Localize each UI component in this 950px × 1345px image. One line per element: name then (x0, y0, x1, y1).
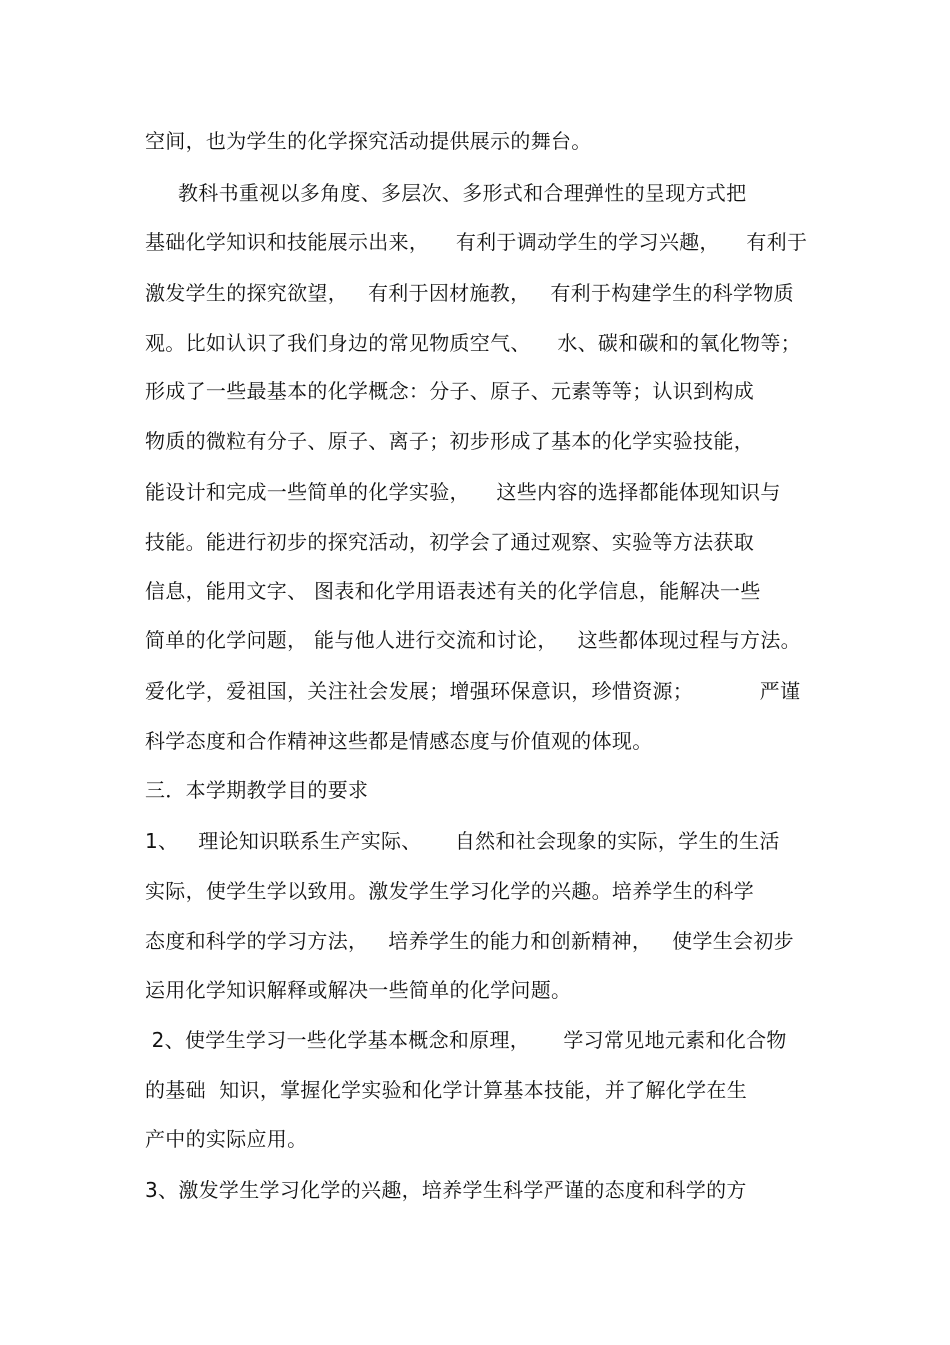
text-line: 激发学生的探究欲望， 有利于因材施教， 有利于构建学生的科学物质 (145, 281, 794, 305)
text-line: 产中的实际应用。 (145, 1127, 308, 1151)
text-line: 物质的微粒有分子、原子、离子；初步形成了基本的化学实验技能， (145, 429, 754, 453)
text-line: 技能。能进行初步的探究活动，初学会了通过观察、实验等方法获取 (145, 530, 754, 554)
text-line: 形成了一些最基本的化学概念：分子、原子、元素等等；认识到构成 (145, 379, 754, 403)
text-line: 信息，能用文字、 图表和化学用语表述有关的化学信息，能解决一些 (145, 579, 761, 603)
section-heading: 三．本学期教学目的要求 (145, 778, 369, 802)
text-line: 科学态度和合作精神这些都是情感态度与价值观的体现。 (145, 729, 653, 753)
text-line: 的基础 知识，掌握化学实验和化学计算基本技能，并了解化学在生 (145, 1078, 748, 1102)
list-item: 3、激发学生学习化学的兴趣，培养学生科学严谨的态度和科学的方 (145, 1178, 747, 1202)
text-line: 运用化学知识解释或解决一些简单的化学问题。 (145, 978, 572, 1002)
list-item: 2、使学生学习一些化学基本概念和原理， 学习常见地元素和化合物 (145, 1028, 787, 1052)
text-line: 教科书重视以多角度、多层次、多形式和合理弹性的呈现方式把 (178, 181, 747, 205)
text-line: 简单的化学问题， 能与他人进行交流和讨论， 这些都体现过程与方法。 (145, 628, 801, 652)
text-line: 能设计和完成一些简单的化学实验， 这些内容的选择都能体现知识与 (145, 480, 781, 504)
text-line: 空间，也为学生的化学探究活动提供展示的舞台。 (145, 129, 592, 153)
text-line: 实际，使学生学以致用。激发学生学习化学的兴趣。培养学生的科学 (145, 879, 754, 903)
text-line: 基础化学知识和技能展示出来， 有利于调动学生的学习兴趣， 有利于 (145, 230, 808, 254)
text-line: 态度和科学的学习方法， 培养学生的能力和创新精神， 使学生会初步 (145, 929, 794, 953)
text-line: 爱化学，爱祖国，关注社会发展；增强环保意识，珍惜资源； 严谨 (145, 679, 801, 703)
text-line: 观。比如认识了我们身边的常见物质空气、 水、碳和碳和的氧化物等； (145, 331, 801, 355)
list-item: 1、 理论知识联系生产实际、 自然和社会现象的实际，学生的生活 (145, 829, 780, 853)
